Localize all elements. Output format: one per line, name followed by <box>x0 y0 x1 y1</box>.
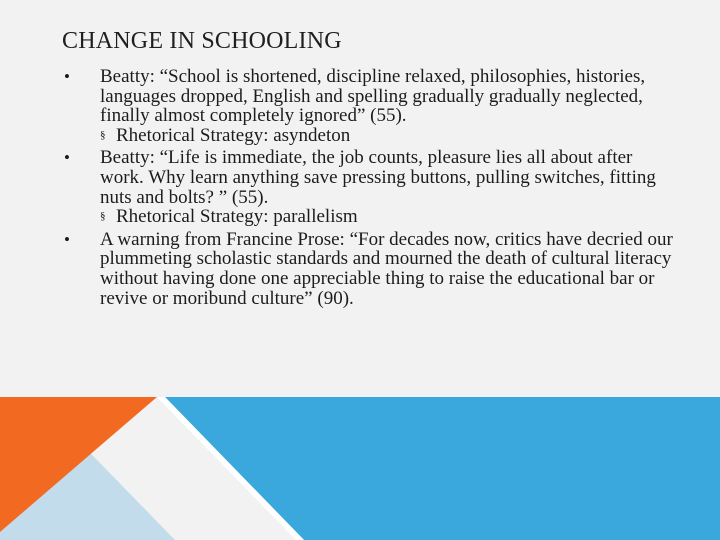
bullet-marker: • <box>64 229 70 249</box>
sub-bullet-text: Rhetorical Strategy: parallelism <box>116 206 358 228</box>
blue-shape <box>165 397 720 540</box>
bullet-marker: • <box>64 67 70 86</box>
bullet-marker: • <box>64 148 70 168</box>
bullet-item <box>60 67 680 145</box>
slide-title: CHANGE IN SCHOOLING <box>62 28 342 54</box>
bullet-text: Beatty: “Life is immediate, the job counts, pleasure lies all about after work. Why learn anything save pressing buttons, pulling switches, fitting nuts and bolts? ” (55). <box>100 147 656 208</box>
sub-bullet <box>100 207 680 227</box>
bullet-text: Beatty: “School is shortened, discipline relaxed, philosophies, histories, languages dropped, English and spelling gradually gradually neglected, finally almost completely ignored” (55). <box>100 66 646 127</box>
sub-bullet-text: Rhetorical Strategy: asyndeton <box>116 124 351 146</box>
sub-bullet-marker: § <box>100 210 106 223</box>
sub-bullet <box>100 126 680 146</box>
sub-bullet-marker: § <box>100 128 106 141</box>
bullet-list <box>60 67 680 311</box>
bullet-text: A warning from Francine Prose: “For decades now, critics have decried our plummeting scholastic standards and mourned the death of cultural literacy without having done one appreciable thing to raise the educational bar or revive or moribund culture” (90). <box>100 228 673 309</box>
bullet-item <box>60 230 680 308</box>
bullet-item <box>60 148 680 226</box>
